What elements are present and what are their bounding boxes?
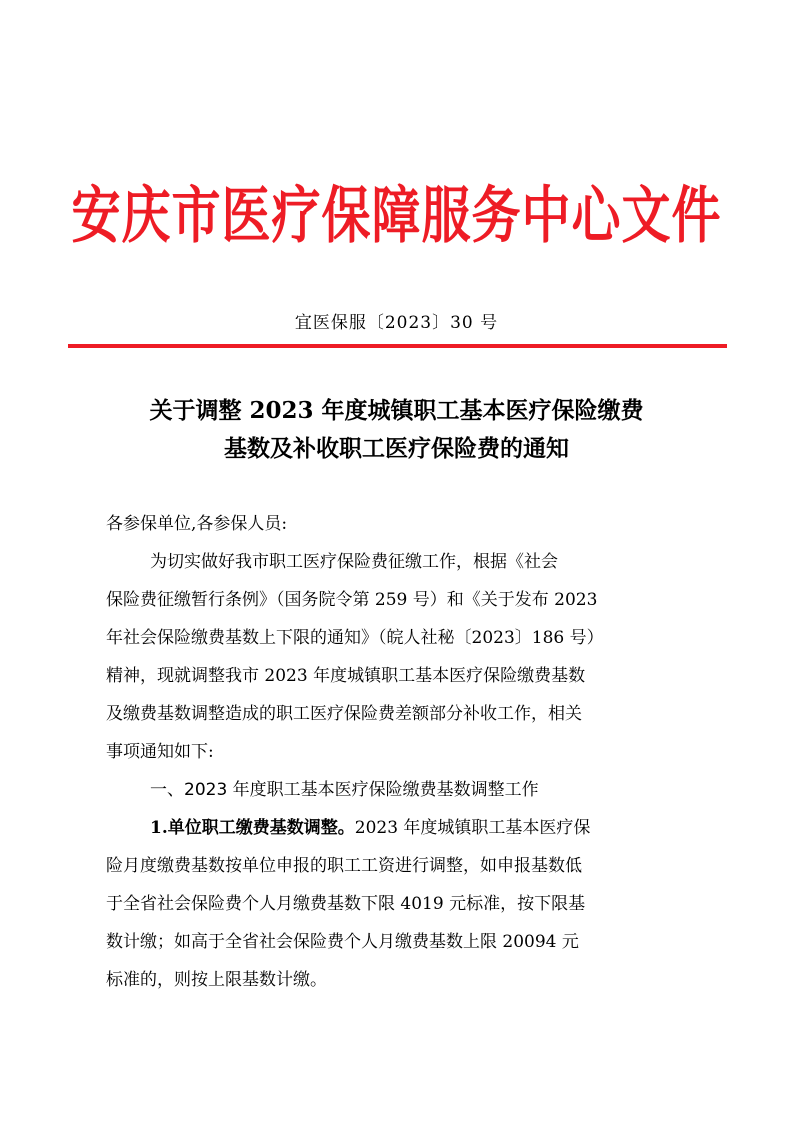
intro-line: 保险费征缴暂行条例》（国务院令第 259 号）和《关于发布 2023: [106, 590, 598, 610]
intro-line: 精神，现就调整我市 2023 年度城镇职工基本医疗保险缴费基数: [106, 666, 586, 686]
item-line: 标准的，则按上限基数计缴。: [106, 970, 327, 990]
document-number: 宜医保服〔2023〕30 号: [294, 313, 499, 333]
notice-body: [106, 505, 706, 999]
item-text: 2023 年度城镇职工基本医疗保: [354, 818, 591, 838]
masthead-title: 安庆市医疗保障服务中心文件: [71, 180, 722, 252]
intro-line: 年社会保险缴费基数上下限的通知》（皖人社秘〔2023〕186 号）: [106, 628, 604, 648]
item-line: 数计缴；如高于全省社会保险费个人月缴费基数上限 20094 元: [106, 932, 579, 952]
title-line-2: 基数及补收职工医疗保险费的通知: [224, 435, 569, 462]
item-line: 于全省社会保险费个人月缴费基数下限 4019 元标准，按下限基: [106, 894, 586, 914]
intro-line: 事项通知如下:: [106, 742, 214, 762]
notice-title: [60, 392, 733, 468]
intro-line: 为切实做好我市职工医疗保险费征缴工作，根据《社会: [150, 552, 558, 572]
intro-line: 及缴费基数调整造成的职工医疗保险费差额部分补收工作，相关: [106, 704, 582, 724]
salutation: 各参保单位,各参保人员:: [106, 514, 288, 534]
title-line-1: 关于调整 2023 年度城镇职工基本医疗保险缴费: [149, 397, 644, 424]
red-divider-rule: [68, 344, 727, 348]
item-label: 1.单位职工缴费基数调整。: [150, 818, 355, 838]
item-line: 险月度缴费基数按单位申报的职工工资进行调整，如申报基数低: [106, 856, 582, 876]
section-heading: 一、2023 年度职工基本医疗保险缴费基数调整工作: [150, 780, 539, 800]
item-paragraph-first-line: [106, 809, 706, 847]
